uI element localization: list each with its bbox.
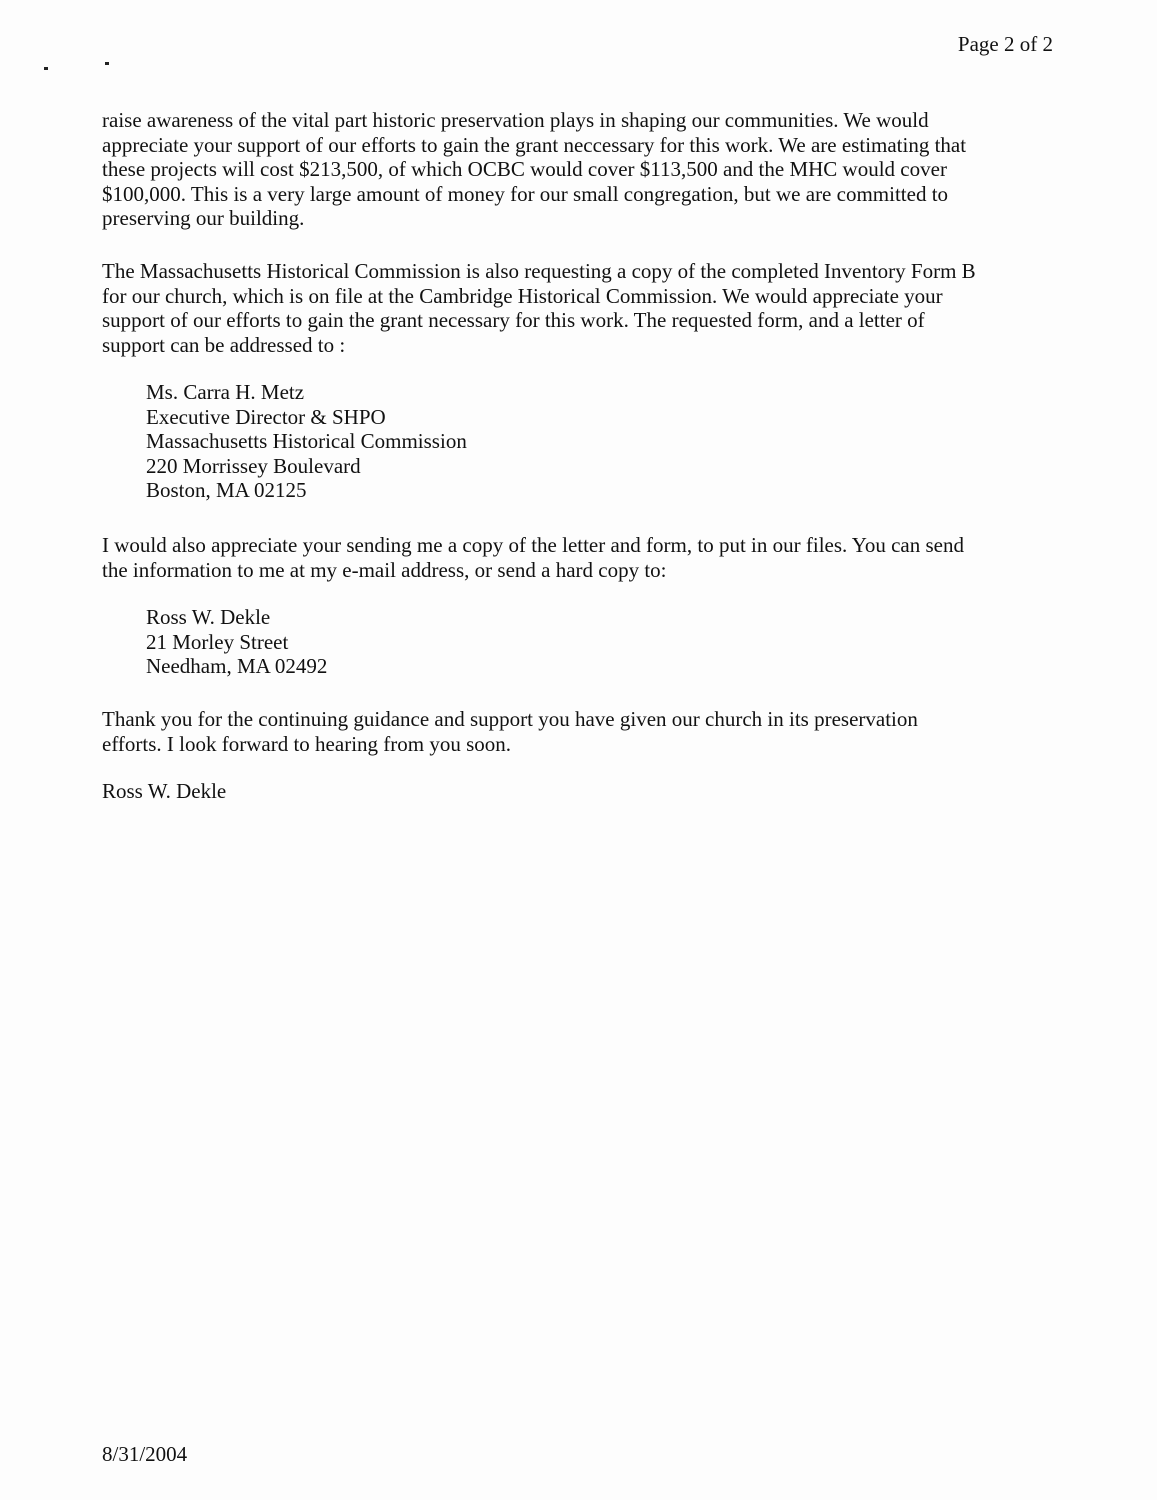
sender-address [146,605,327,679]
page-number: Page 2 of 2 [957,32,1053,56]
text-line: raise awareness of the vital part historic preservation plays in shaping our communities. We would [102,108,929,132]
text-line: Thank you for the continuing guidance and support you have given our church in its preservation [102,707,918,731]
text-line: for our church, which is on file at the Cambridge Historical Commission. We would appreciate your [102,283,943,308]
text-line: appreciate your support of our efforts to gain the grant neccessary for this work. We are estimating that [102,132,967,157]
text-line: support of our efforts to gain the grant necessary for this work. The requested form, and a letter of [102,308,925,332]
address-line: 21 Morley Street [146,629,289,654]
text-line: $100,000. This is a very large amount of money for our small congregation, but we are committed to [102,181,949,206]
address-line: Ms. Carra H. Metz [146,380,305,404]
scan-mark [105,62,109,65]
text-line: The Massachusetts Historical Commission is also requesting a copy of the completed Inventory Form B [102,259,976,283]
text-line: these projects will cost $213,500, of which OCBC would cover $113,500 and the MHC would cover [102,157,947,181]
address-line: Executive Director & SHPO [146,404,386,429]
paragraph [102,259,1052,357]
signature: Ross W. Dekle [102,779,227,803]
address-line: Boston, MA 02125 [146,478,307,502]
scan-mark [44,67,48,70]
footer-date: 8/31/2004 [102,1442,188,1466]
address-line: Ross W. Dekle [146,605,271,629]
text-line: support can be addressed to : [102,332,346,357]
text-line: the information to me at my e-mail address, or send a hard copy to: [102,557,667,582]
text-line: preserving our building. [102,206,305,230]
address-line: 220 Morrissey Boulevard [146,453,361,478]
text-line: efforts. I look forward to hearing from you soon. [102,731,512,756]
address-line: Massachusetts Historical Commission [146,429,467,453]
paragraph [102,707,1052,756]
recipient-address [146,380,467,503]
text-line: I would also appreciate your sending me a copy of the letter and form, to put in our files. You can send [102,533,964,557]
paragraph [102,533,1052,582]
paragraph [102,108,1052,231]
address-line: Needham, MA 02492 [146,654,328,678]
